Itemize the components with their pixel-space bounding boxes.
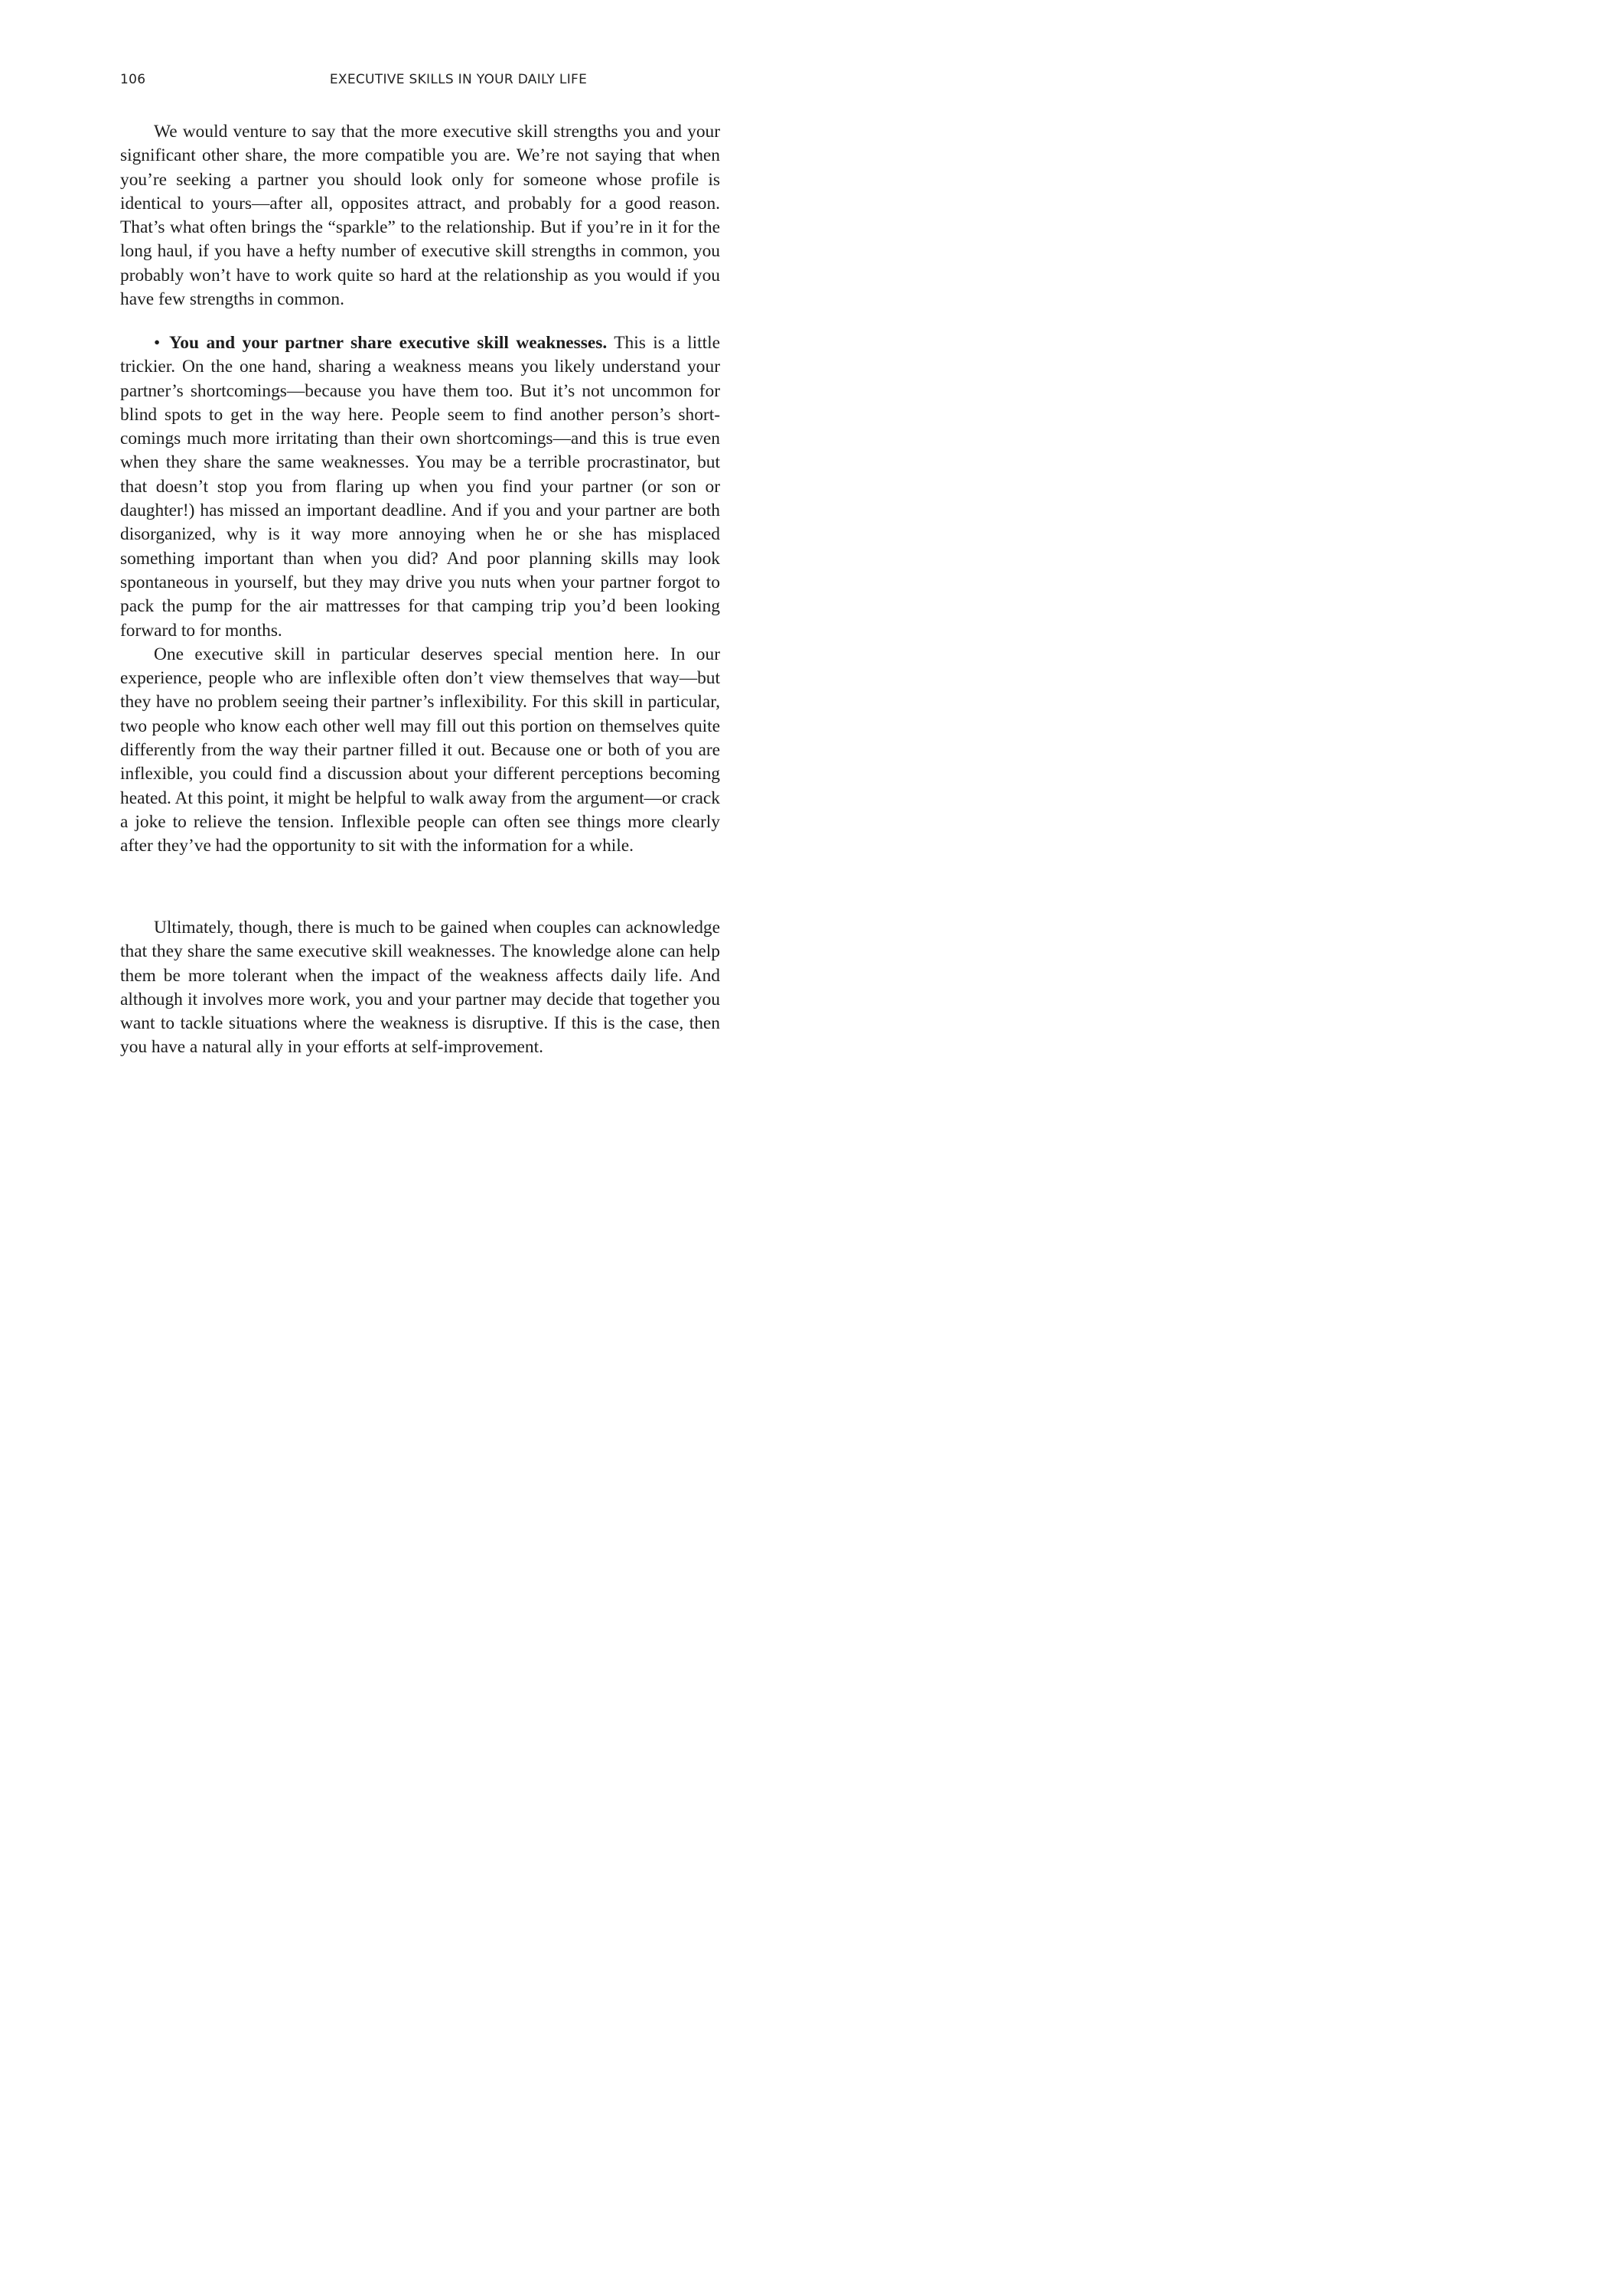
bullet-paragraph-shared-weaknesses bbox=[120, 331, 720, 643]
bullet-body-text: This is a little trickier. On the one hand, sharing a weakness means you likely understand your partner’s shortcomings—because you have them too. But it’s not uncommon for blind spots to get in the way here. People seem to find another person’s shortcomings much more irritating than their own shortcomings—and this is true even when they share the same weaknesses. You may be a terrible procrastinator, but that doesn’t stop you from flaring up when you find your partner (or son or daughter!) has missed an important deadline. And if you and your partner are both disorganized, why is it way more annoying when he or she has misplaced something important than when you did? And poor planning skills may look spontaneous in yourself, but they may drive you nuts when your partner forgot to pack the pump for the air mattresses for that camping trip you’d been looking forward to for months. bbox=[120, 333, 720, 641]
page-number: 106 bbox=[120, 72, 146, 87]
text-block-conclusion bbox=[120, 916, 720, 1060]
paragraph-conclusion: Ultimately, though, there is much to be gained when couples can acknowledge that they share the same executive skill weaknesses. The knowledge alone can help them be more tolerant when the impact of the weakness affects daily life. And although it involves more work, you and your partner may decide that together you want to tackle situations where the weakness is disruptive. If this is the case, then you have a natural ally in your efforts at self-improvement. bbox=[120, 918, 720, 1058]
running-head bbox=[120, 72, 720, 90]
bullet-icon: • bbox=[154, 333, 161, 353]
text-block-intro bbox=[120, 120, 720, 311]
running-title: EXECUTIVE SKILLS IN YOUR DAILY LIFE bbox=[329, 72, 588, 87]
bullet-lead-heading: You and your partner share executive skill weaknesses. bbox=[169, 333, 608, 353]
paragraph-compatibility: We would venture to say that the more executive skill strengths you and your significant other share, the more compatible you are. We’re not saying that when you’re seeking a partner you should look only for someone whose profile is identical to yours—after all, opposites attract, and probably for a good reason. That’s what often brings the “sparkle” to the relationship. But if you’re in it for the long haul, if you have a hefty number of executive skill strengths in common, you probably won’t have to work quite so hard at the relationship as you would if you have few strengths in common. bbox=[120, 122, 720, 310]
book-page bbox=[0, 0, 842, 1202]
paragraph-inflexibility: One executive skill in particular deserves special mention here. In our experience, people who are inflexible often don’t view themselves that way—but they have no problem seeing their partner’s inflexibility. For this skill in particular, two people who know each other well may fill out this portion on themselves quite differently from the way their partner filled it out. Because one or both of you are inflexible, you could find a discussion about your different perceptions becoming heated. At this point, it might be helpful to walk away from the argument—or crack a joke to relieve the tension. Inflexible people can often see things more clearly after they’ve had the opportunity to sit with the information for a while. bbox=[120, 644, 720, 856]
text-block-weaknesses bbox=[120, 331, 720, 859]
